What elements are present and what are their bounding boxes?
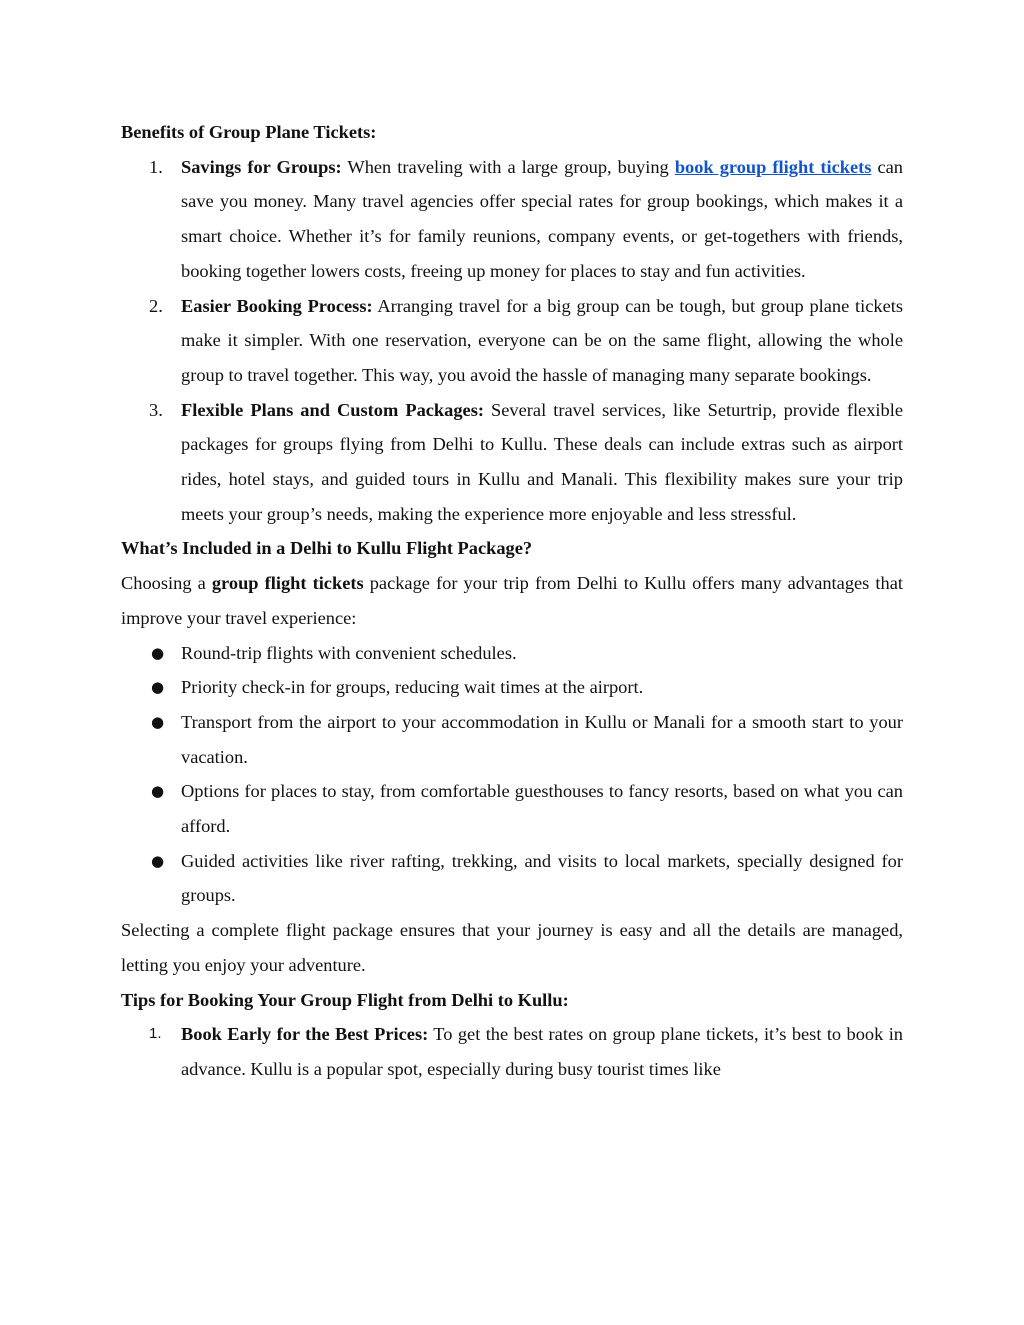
benefit-item-flexible xyxy=(121,393,903,532)
benefit-text: Arranging travel for a big group can be tough, but group plane tickets make it simpler. With one reservation, everyone can be on the same flight, allowing the whole group to travel together. This way, you avoid the hassle of managing many separate bookings. xyxy=(181,295,903,385)
package-closing: Selecting a complete flight package ensures that your journey is easy and all the details are managed, letting you enjoy your adventure. xyxy=(121,920,903,975)
benefit-text: When traveling with a large group, buying xyxy=(341,156,675,177)
list-number: 1. xyxy=(149,156,163,177)
benefit-item-booking xyxy=(121,289,903,393)
package-heading: What’s Included in a Delhi to Kullu Flight Package? xyxy=(121,538,533,559)
bullet-text: Round-trip flights with convenient schedules. xyxy=(181,642,517,663)
bullet-icon: ● xyxy=(151,782,165,801)
benefit-text: can save you money. Many travel agencies offer special rates for group bookings, which makes it a smart choice. Whether it’s for family reunions, company events, or get-togethers with friends, booking together lowers costs, freeing up money for places to stay and fun activities. xyxy=(181,156,904,281)
package-bullet xyxy=(121,774,903,843)
package-bullet xyxy=(121,636,903,671)
package-bullet xyxy=(121,844,903,913)
benefit-item-savings xyxy=(121,150,903,289)
tips-heading: Tips for Booking Your Group Flight from Delhi to Kullu: xyxy=(121,989,569,1010)
benefit-title: Savings for Groups: xyxy=(181,156,342,177)
bullet-icon: ● xyxy=(151,851,165,870)
package-intro xyxy=(121,566,903,635)
benefit-title: Easier Booking Process: xyxy=(181,295,373,316)
list-number: 1. xyxy=(149,1025,162,1043)
tip-text: To get the best rates on group plane tickets, it’s best to book in advance. Kullu is a popular spot, especially during busy tourist times like xyxy=(181,1024,903,1079)
bullet-icon: ● xyxy=(151,678,165,697)
benefit-text: Several travel services, like Seturtrip, provide flexible packages for groups flying from Delhi to Kullu. These deals can include extras such as airport rides, hotel stays, and guided tours in Kullu and Manali. This flexibility makes sure your trip meets your group’s needs, making the experience more enjoyable and less stressful. xyxy=(181,399,903,524)
package-bullet xyxy=(121,705,903,774)
bullet-icon: ● xyxy=(151,712,165,731)
book-group-flight-tickets-link[interactable]: book group flight tickets xyxy=(674,156,872,177)
list-number: 2. xyxy=(149,295,163,316)
list-number: 3. xyxy=(149,399,163,420)
bullet-text: Options for places to stay, from comfortable guesthouses to fancy resorts, based on what you can afford. xyxy=(181,781,903,837)
intro-text: Choosing a xyxy=(121,573,212,594)
document-content xyxy=(121,115,903,1087)
tip-title: Book Early for the Best Prices: xyxy=(181,1024,429,1045)
bullet-text: Guided activities like river rafting, trekking, and visits to local markets, specially designed for groups. xyxy=(181,850,903,906)
bullet-text: Priority check-in for groups, reducing wait times at the airport. xyxy=(181,677,644,698)
benefits-heading: Benefits of Group Plane Tickets: xyxy=(121,122,377,142)
benefit-title: Flexible Plans and Custom Packages: xyxy=(181,399,484,420)
package-bullet xyxy=(121,670,903,705)
bullet-icon: ● xyxy=(151,643,165,662)
tip-item-book-early xyxy=(121,1017,903,1086)
intro-bold-text: group flight tickets xyxy=(211,573,364,594)
intro-text: package for your trip from Delhi to Kullu offers many advantages that improve your travel experience: xyxy=(121,573,903,628)
bullet-text: Transport from the airport to your accommodation in Kullu or Manali for a smooth start to your vacation. xyxy=(181,711,903,767)
